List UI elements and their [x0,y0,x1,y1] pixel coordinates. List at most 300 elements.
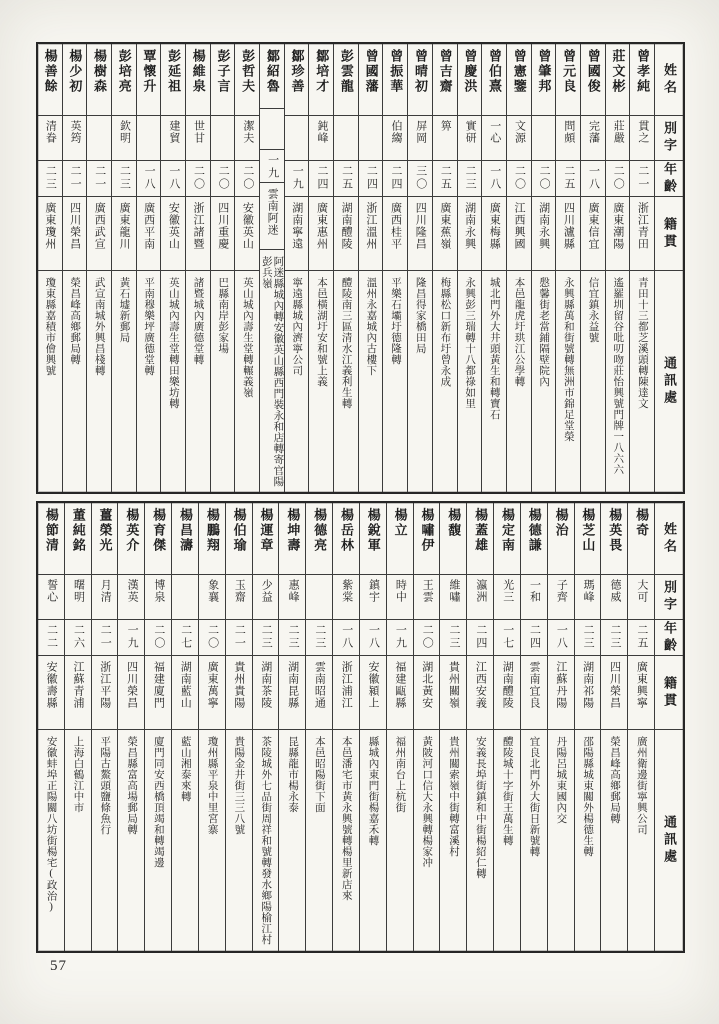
person-zi-cell [285,116,309,161]
person-origin-cell [408,197,432,271]
person-name: 曾振華 [388,49,404,94]
person-addr-cell [387,730,413,951]
person-addr-cell [414,730,440,951]
person-name-cell [279,503,305,575]
person-zi: 莊嚴 [612,120,625,144]
person-age-cell [387,620,413,656]
person-origin: 貴州關嶺 [447,661,460,709]
person-name: 楊樹森 [92,49,108,94]
person-age: 一八 [555,624,568,650]
person-age-cell [414,620,440,656]
person-column [284,44,309,492]
person-origin-cell [309,197,333,271]
person-addr: 廣州衛邊街寧興公司 [635,736,647,835]
person-origin-cell [285,197,309,271]
person-zi: 一和 [528,579,541,603]
person-name-cell [334,44,358,116]
person-name: 楊奇 [634,508,650,538]
person-name: 楊馥 [446,508,462,538]
person-column [466,503,493,951]
person-origin: 廣東蕉嶺 [438,202,451,250]
person-origin: 福建甌縣 [393,661,406,709]
person-name: 彭雲龍 [338,49,354,94]
person-name-cell [458,44,482,116]
person-origin-cell [606,197,630,271]
person-origin-cell [211,197,235,271]
person-addr: 永興彭三瑞轉十八都祿如里 [464,277,476,409]
person-age: 二五 [439,165,452,191]
person-addr-cell [260,250,284,492]
person-zi: 光三 [501,579,514,603]
person-addr: 榮昌縣富高場郵局轉 [126,736,138,835]
person-age-cell [112,161,136,197]
person-age: 二一 [93,165,106,191]
person-column [252,503,279,951]
person-addr: 縣城內東門街楊嘉禾轉 [367,736,379,846]
person-addr-cell [433,271,457,492]
person-age-cell [137,161,161,197]
person-zi-cell [38,575,64,620]
person-name: 曾國藩 [363,49,379,94]
person-origin: 廣東惠州 [315,202,328,250]
person-name: 楊善餘 [42,49,58,94]
person-name: 楊維泉 [190,49,206,94]
person-column [117,503,144,951]
person-zi: 玉齋 [233,579,246,603]
person-addr-cell [92,730,118,951]
person-addr: 信宜鎮永益號 [587,277,599,343]
person-age-cell [38,620,64,656]
person-column [520,503,547,951]
person-age-cell [521,620,547,656]
person-origin-cell [575,656,601,730]
person-addr: 英山城內壽生堂轉田樂坊轉 [167,277,179,409]
person-zi: 世甘 [192,120,205,144]
row-header-cell-addr [655,730,683,951]
person-age-cell [63,161,87,197]
person-addr: 藍山湘泰來轉 [179,736,191,802]
person-origin-cell [414,656,440,730]
person-name: 董純銘 [70,508,86,553]
person-name: 薑榮光 [97,508,113,553]
person-age: 一八 [340,624,353,650]
person-addr: 上海白鶴江中市 [72,736,84,813]
person-origin: 貴州貴陽 [232,661,245,709]
person-name-cell [211,44,235,116]
person-origin-cell [172,656,198,730]
person-addr-cell [601,730,627,951]
person-zi-cell [575,575,601,620]
person-column [382,44,407,492]
person-zi: 文源 [513,120,526,144]
person-column [111,44,136,492]
person-name-cell [306,503,332,575]
person-name-cell [494,503,520,575]
row-header-label-origin: 籍貫 [662,216,677,251]
person-age-cell [260,150,284,183]
person-zi-cell [606,116,630,161]
person-name: 楊蓋雄 [473,508,489,553]
person-origin-cell [38,197,62,271]
row-header-label-age: 年齡 [662,161,677,196]
roster-table-top [36,42,685,494]
person-name-cell [112,44,136,116]
person-name: 曾晴初 [412,49,428,94]
person-zi-cell [235,116,259,161]
person-origin: 浙江溫州 [364,202,377,250]
person-name: 楊芝山 [580,508,596,553]
row-header-label-age: 年齡 [662,620,677,655]
person-zi-cell [145,575,171,620]
person-name-cell [226,503,252,575]
person-origin: 四川隆昌 [414,202,427,250]
person-name: 楊銳軍 [365,508,381,553]
person-origin-cell [628,656,654,730]
person-zi-cell [433,116,457,161]
person-age: 二三 [582,624,595,650]
person-column [605,44,630,492]
person-zi-cell [548,575,574,620]
person-age-cell [467,620,493,656]
person-origin: 江蘇青浦 [71,661,84,709]
person-column [457,44,482,492]
person-age: 一八 [587,165,600,191]
person-name-cell [360,503,386,575]
person-addr-cell [458,271,482,492]
person-age-cell [211,161,235,197]
person-zi-cell [521,575,547,620]
person-zi: 德威 [609,579,621,603]
person-age: 二〇 [192,165,205,191]
person-origin: 四川榮昌 [608,661,621,709]
person-name-cell [575,503,601,575]
row-header-label-addr: 通訊處 [662,356,677,407]
person-addr: 永興縣萬和街號轉無洲市錦足堂榮 [562,277,574,442]
person-addr: 巴縣南岸彭家場 [217,277,229,354]
person-name: 楊鵬翔 [204,508,220,553]
person-age-cell [458,161,482,197]
person-name-cell [309,44,333,116]
person-age: 二五 [340,165,353,191]
person-zi-cell [601,575,627,620]
person-age: 二〇 [241,165,254,191]
person-name-cell [521,503,547,575]
row-header-column [654,44,683,492]
person-zi: 漢英 [126,579,139,603]
person-age-cell [92,620,118,656]
person-name-cell [92,503,118,575]
person-column [481,44,506,492]
person-age: 一九 [266,153,279,180]
person-age-cell [309,161,333,197]
person-age: 二三 [313,624,326,650]
person-addr-cell [38,271,62,492]
person-name-cell [186,44,210,116]
person-column [62,44,87,492]
person-age-cell [433,161,457,197]
person-origin-cell [433,197,457,271]
person-age: 二七 [179,624,192,650]
person-age-cell [38,161,62,197]
person-addr: 昆縣龍市楊永泰 [287,736,299,813]
person-addr-cell [521,730,547,951]
person-zi: 瑪峰 [582,579,595,603]
person-zi-cell [333,575,359,620]
person-addr: 英山城內壽生堂轉輾義嶺 [241,277,253,398]
person-name: 鄒紹魯 [264,49,280,94]
person-origin-cell [334,197,358,271]
person-column [407,44,432,492]
person-age: 一九 [291,165,304,191]
person-age: 二〇 [206,624,219,650]
row-header-cell-age [655,620,683,656]
person-column [432,44,457,492]
person-age-cell [532,161,556,197]
person-zi-cell [440,575,466,620]
person-origin-cell [440,656,466,730]
person-zi-cell [467,575,493,620]
person-origin-cell [145,656,171,730]
person-zi-cell [458,116,482,161]
person-name-cell [38,503,64,575]
person-name: 莊文彬 [610,49,626,94]
person-age-cell [601,620,627,656]
person-addr-cell [253,730,279,951]
person-addr: 平陽古鰲頭鹽條魚行 [99,736,111,835]
person-column [493,503,520,951]
person-name: 楊德謙 [526,508,542,553]
person-addr-cell [494,730,520,951]
person-name-cell [161,44,185,116]
row-header-label-name: 姓名 [662,521,677,556]
person-age: 二一 [69,165,82,191]
person-zi-cell [199,575,225,620]
person-origin-cell [359,197,383,271]
person-origin-cell [467,656,493,730]
person-zi-cell [309,116,333,161]
person-addr: 溫州永嘉城內古樓下 [365,277,377,376]
person-origin: 廣東龍川 [117,202,130,250]
person-zi: 完藩 [587,120,600,144]
person-age: 二五 [635,624,648,650]
person-origin-cell [360,656,386,730]
person-zi: 貫之 [636,120,649,144]
person-column [629,44,654,492]
person-name-cell [414,503,440,575]
person-addr: 廈門同安西橋頂竭和轉竭邊 [152,736,164,868]
person-age: 二二 [45,624,58,650]
person-column [439,503,466,951]
row-header-cell-zi [655,575,683,620]
person-zi-cell [65,575,91,620]
person-column [627,503,654,951]
person-name: 楊節清 [43,508,59,553]
person-age-cell [145,620,171,656]
person-addr: 瓊州縣平泉中里宮寨 [206,736,218,835]
person-age: 二三 [609,624,621,650]
person-addr: 阿迷縣城內轉安徽英山縣西門裝永和店轉寄官陽彭兵嶺 [260,255,284,487]
person-origin: 安徽潁上 [367,661,380,709]
person-addr: 安義長埠街鎮和中街楊紹仁轉 [474,736,486,879]
person-name: 鄒珍善 [289,49,305,94]
person-addr-cell [226,730,252,951]
row-header-cell-age [655,161,683,197]
person-addr-cell [65,730,91,951]
person-origin-cell [118,656,144,730]
person-age: 二〇 [612,165,625,191]
person-addr-cell [87,271,111,492]
person-addr-cell [556,271,580,492]
row-header-cell-origin [655,197,683,271]
person-addr-cell [440,730,466,951]
person-addr: 榮昌峰高鄉郵局轉 [69,277,81,365]
person-zi: 建貿 [167,120,180,144]
person-name: 曾國俊 [585,49,601,94]
person-name-cell [440,503,466,575]
person-addr-cell [186,271,210,492]
person-addr: 丹陽呂城東國內交 [555,736,567,824]
person-age-cell [333,620,359,656]
person-addr: 本邑潘宅市黃永興號轉楊里新店來 [340,736,352,901]
person-name: 楊治 [553,508,569,538]
person-addr-cell [118,730,144,951]
person-addr-cell [334,271,358,492]
person-origin: 廣東信宜 [587,202,600,250]
person-origin-cell [38,656,64,730]
person-zi-cell [414,575,440,620]
person-origin: 浙江青田 [636,202,649,250]
person-zi-cell [211,116,235,161]
person-zi-cell [161,116,185,161]
person-column [413,503,440,951]
person-name: 曾元良 [561,49,577,94]
person-age: 二四 [390,165,403,191]
person-age-cell [630,161,654,197]
person-name-cell [482,44,506,116]
person-zi-cell [507,116,531,161]
person-name: 楊英介 [124,508,140,553]
person-zi-cell [581,116,605,161]
person-zi: 欽明 [118,120,131,144]
person-addr: 本邑橫湖圩安和號上義 [315,277,327,387]
person-origin-cell [186,197,210,271]
person-zi-cell [408,116,432,161]
person-name-cell [532,44,556,116]
person-column [332,503,359,951]
person-column [198,503,225,951]
person-addr: 黃陂河口信大永興轉楊家冲 [421,736,433,868]
person-addr-cell [359,271,383,492]
roster-table-bottom [36,501,685,953]
person-age: 一九 [126,624,139,650]
person-zi-cell [38,116,62,161]
person-zi: 紫棠 [340,579,353,603]
person-age: 二五 [562,165,575,191]
person-name-cell [285,44,309,116]
person-age-cell [628,620,654,656]
row-header-cell-origin [655,656,683,730]
person-origin-cell [199,656,225,730]
person-column [305,503,332,951]
person-origin: 江西興國 [512,202,525,250]
person-origin: 湖南永興 [463,202,476,250]
person-age-cell [279,620,305,656]
person-addr-cell [309,271,333,492]
person-name-cell [260,44,284,109]
person-name: 曾孝純 [635,49,651,94]
person-zi-cell [63,116,87,161]
person-addr: 黃石墟新郵局 [118,277,130,343]
person-origin: 雲南宜良 [528,661,541,709]
person-zi: 子齊 [555,579,568,603]
person-addr-cell [63,271,87,492]
person-origin: 湖南昆縣 [286,661,299,709]
person-origin-cell [482,197,506,271]
person-zi: 時中 [394,579,407,603]
person-age-cell [440,620,466,656]
person-zi-cell [556,116,580,161]
person-zi: 鎮宇 [367,579,380,603]
person-age-cell [199,620,225,656]
person-origin: 安徽壽縣 [45,661,58,709]
person-age: 二三 [260,624,273,650]
person-name: 楊坤壽 [285,508,301,553]
person-zi-cell [494,575,520,620]
person-origin: 廣東潮陽 [611,202,624,250]
person-addr: 榮昌峰高鄉郵局轉 [609,736,620,824]
person-age: 二〇 [421,624,434,650]
person-age: 一七 [501,624,514,650]
person-addr: 平樂石壩圩德隆轉 [390,277,402,365]
person-name-cell [145,503,171,575]
person-origin-cell [161,197,185,271]
person-origin: 浙江平陽 [98,661,111,709]
person-origin: 四川榮昌 [68,202,81,250]
person-origin-cell [253,656,279,730]
person-age-cell [235,161,259,197]
person-addr-cell [628,730,654,951]
person-name: 楊少初 [67,49,83,94]
person-origin: 福建廈門 [152,661,165,709]
person-zi: 英筠 [69,120,82,144]
person-age: 二三 [448,624,461,650]
person-column [234,44,259,492]
person-column [531,44,556,492]
person-name-cell [630,44,654,116]
row-header-label-addr: 通訊處 [662,815,677,866]
person-addr: 隆昌得家橋田局 [414,277,426,354]
person-column [259,44,284,492]
person-addr-cell [606,271,630,492]
person-zi-cell [387,575,413,620]
person-age: 二四 [528,624,541,650]
person-zi: 一心 [488,120,501,144]
person-zi-cell [260,109,284,150]
person-age-cell [226,620,252,656]
person-age: 二〇 [152,624,165,650]
person-column [38,44,62,492]
person-addr-cell [548,730,574,951]
person-zi: 象襄 [206,579,219,603]
person-column [386,503,413,951]
person-origin-cell [548,656,574,730]
person-age: 二三 [287,624,300,650]
person-zi: 大可 [635,579,648,603]
person-zi-cell [630,116,654,161]
person-age-cell [285,161,309,197]
person-age-cell [548,620,574,656]
person-age: 二四 [315,165,328,191]
